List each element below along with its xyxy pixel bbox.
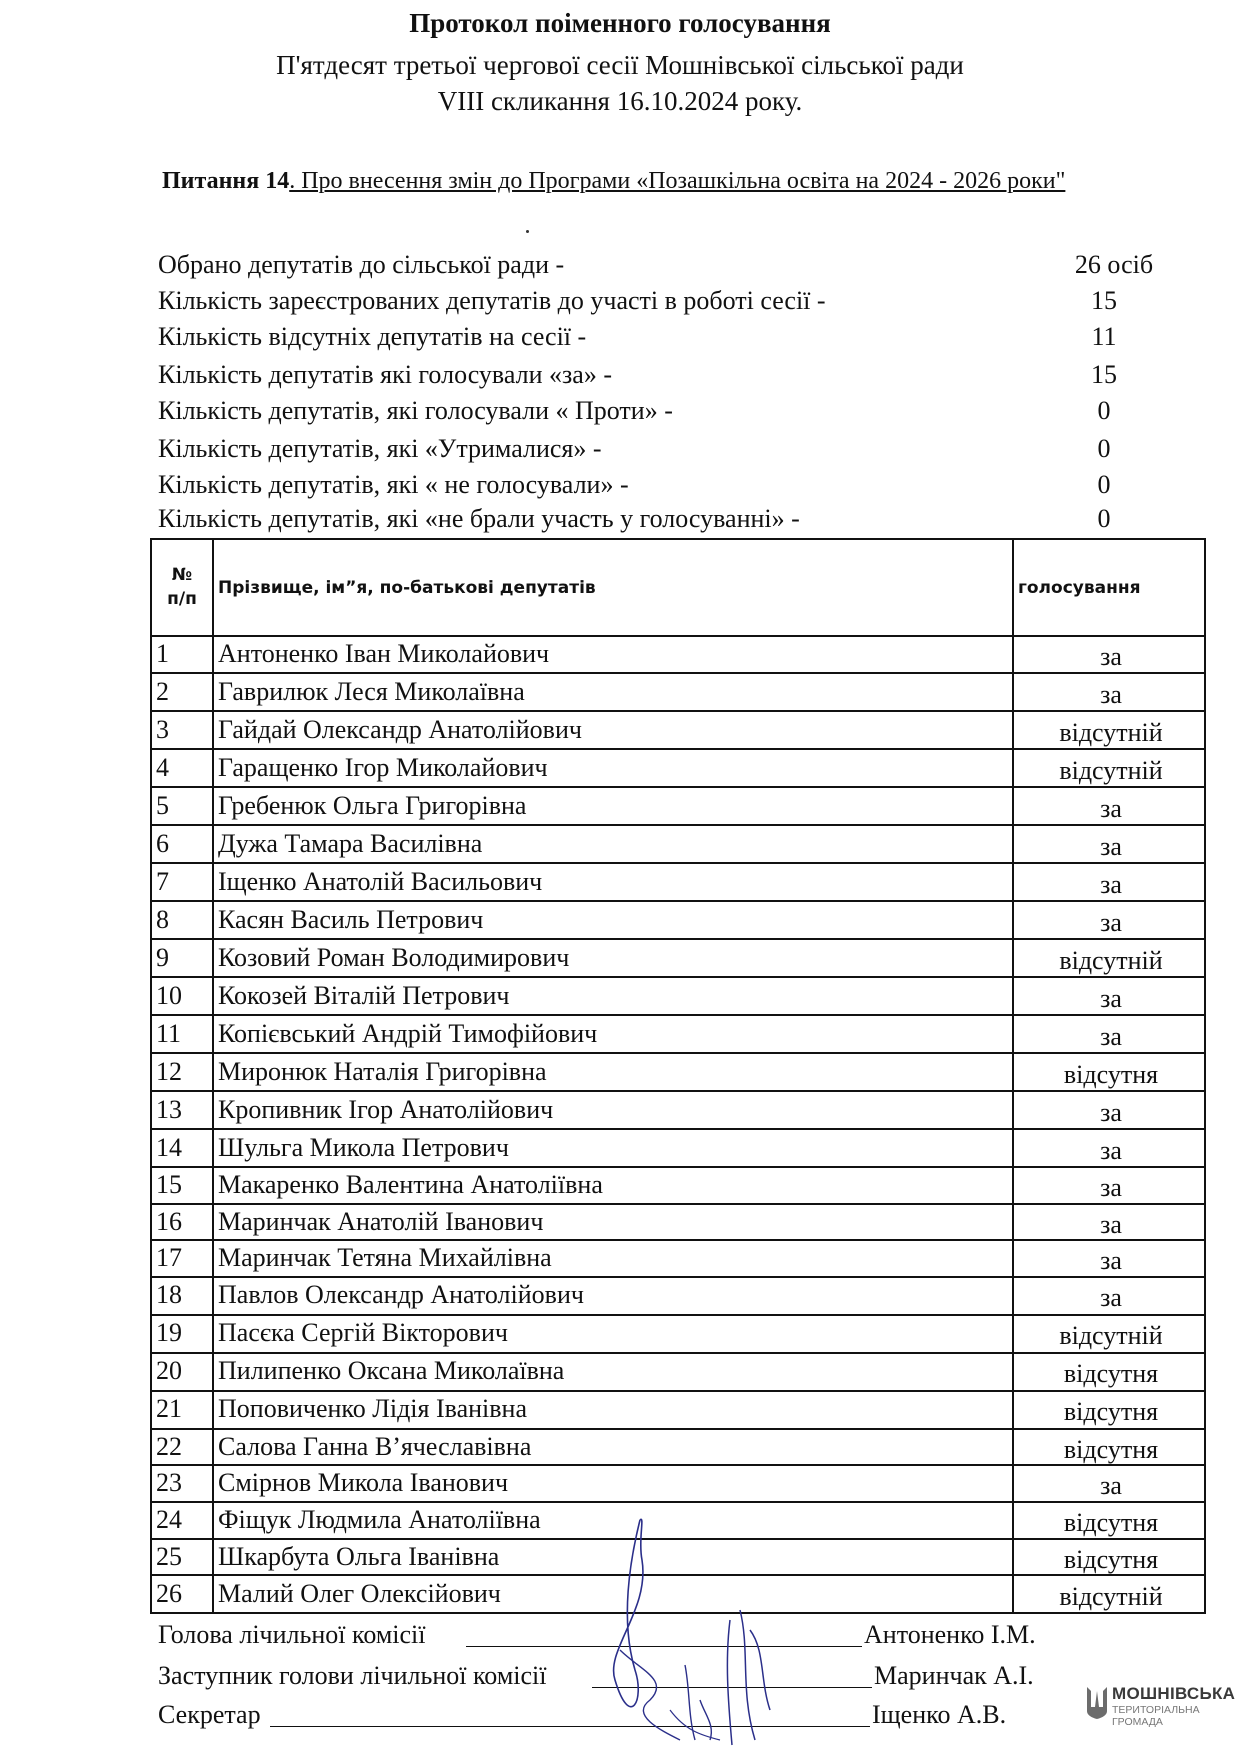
table-row: [151, 1391, 1205, 1429]
row-number: 1: [151, 636, 213, 673]
question-label: Питання 14: [162, 168, 290, 194]
deputy-name: Гаращенко Ігор Миколайович: [213, 749, 1013, 787]
row-number: 17: [151, 1240, 213, 1277]
deputy-name: Касян Василь Петрович: [213, 901, 1013, 939]
signature-name-head: Антоненко І.М.: [864, 1620, 1036, 1649]
deputy-name: Малий Олег Олексійович: [213, 1575, 1013, 1613]
signature-role-head: Голова лічильної комісії: [158, 1620, 426, 1649]
table-row: [151, 939, 1205, 977]
vote-result: за: [1013, 1129, 1205, 1167]
deputy-name: Пасєка Сергій Вікторович: [213, 1315, 1013, 1353]
vote-result: за: [1013, 1277, 1205, 1315]
deputy-name: Козовий Роман Володимирович: [213, 939, 1013, 977]
deputy-name: Іщенко Анатолій Васильович: [213, 863, 1013, 901]
table-row: [151, 711, 1205, 749]
row-number: 15: [151, 1167, 213, 1204]
stat-label-registered: Кількість зареєстрованих депутатів до участі в роботі сесії -: [158, 286, 826, 315]
vote-result: відсутній: [1013, 1315, 1205, 1353]
deputy-name: Миронюк Наталія Григорівна: [213, 1053, 1013, 1091]
vote-result: за: [1013, 863, 1205, 901]
deputy-name: Дужа Тамара Василівна: [213, 825, 1013, 863]
vote-result: за: [1013, 1204, 1205, 1241]
table-header-row: [151, 539, 1205, 636]
table-row: [151, 901, 1205, 939]
deputy-name: Антоненко Іван Миколайович: [213, 636, 1013, 673]
signature-name-secretary: Іщенко А.В.: [872, 1700, 1007, 1729]
table-row: [151, 1240, 1205, 1277]
vote-result: відсутня: [1013, 1539, 1205, 1576]
vote-result: за: [1013, 1167, 1205, 1204]
vote-result: за: [1013, 1015, 1205, 1053]
table-row: [151, 863, 1205, 901]
deputy-name: Павлов Олександр Анатолійович: [213, 1277, 1013, 1315]
header-name: Прізвище, ім”я, по-батькові депутатів: [213, 539, 1013, 636]
deputy-name: Кокозей Віталій Петрович: [213, 977, 1013, 1015]
vote-result: за: [1013, 901, 1205, 939]
vote-result: за: [1013, 636, 1205, 673]
vote-result: відсутня: [1013, 1502, 1205, 1539]
stat-label-against: Кількість депутатів, які голосували « Проти» -: [158, 396, 673, 425]
vote-result: відсутня: [1013, 1391, 1205, 1429]
vote-result: за: [1013, 1240, 1205, 1277]
stat-value-not-voted: 0: [1097, 470, 1111, 499]
deputy-name: Смірнов Микола Іванович: [213, 1465, 1013, 1502]
deputy-name: Маринчак Анатолій Іванович: [213, 1204, 1013, 1241]
row-number: 26: [151, 1575, 213, 1613]
document-title: Протокол поіменного голосування: [409, 8, 831, 38]
stat-label-for: Кількість депутатів які голосували «за» -: [158, 360, 612, 389]
table-row: [151, 636, 1205, 673]
stat-label-not-voted: Кількість депутатів, які « не голосували» -: [158, 470, 629, 499]
table-row: [151, 787, 1205, 825]
vote-result: відсутня: [1013, 1353, 1205, 1391]
vote-result: за: [1013, 787, 1205, 825]
deputy-name: Поповиченко Лідія Іванівна: [213, 1391, 1013, 1429]
handwritten-signature: [590, 1500, 790, 1750]
row-number: 18: [151, 1277, 213, 1315]
table-row: [151, 1129, 1205, 1167]
row-number: 13: [151, 1091, 213, 1129]
row-number: 25: [151, 1539, 213, 1576]
row-number: 10: [151, 977, 213, 1015]
stat-value-registered: 15: [1091, 286, 1117, 315]
session-title: П'ятдесят третьої чергової сесії Мошнівської сільської ради: [276, 50, 964, 80]
row-number: 6: [151, 825, 213, 863]
row-number: 12: [151, 1053, 213, 1091]
table-row: [151, 1167, 1205, 1204]
table-row: [151, 1091, 1205, 1129]
table-row: [151, 1465, 1205, 1502]
deputy-name: Гребенюк Ольга Григорівна: [213, 787, 1013, 825]
table-row: [151, 673, 1205, 711]
signature-role-deputy: Заступник голови лічильної комісії: [158, 1661, 547, 1690]
vote-rows: [151, 636, 1205, 1613]
stat-value-absent: 11: [1091, 322, 1117, 351]
deputy-name: Шкарбута Ольга Іванівна: [213, 1539, 1013, 1576]
row-number: 5: [151, 787, 213, 825]
table-row: [151, 1353, 1205, 1391]
vote-result: відсутній: [1013, 711, 1205, 749]
header-vote: голосування: [1013, 539, 1205, 636]
stray-dot: [526, 230, 529, 233]
deputy-name: Шульга Микола Петрович: [213, 1129, 1013, 1167]
session-date: VIII скликання 16.10.2024 року.: [437, 86, 803, 116]
table-row: [151, 1053, 1205, 1091]
table-row: [151, 1315, 1205, 1353]
row-number: 2: [151, 673, 213, 711]
trident-logo-icon: [1085, 1685, 1109, 1721]
row-number: 20: [151, 1353, 213, 1391]
logo-subtitle: ТЕРИТОРІАЛЬНА ГРОМАДА: [1112, 1704, 1200, 1729]
vote-result: відсутня: [1013, 1053, 1205, 1091]
row-number: 22: [151, 1429, 213, 1466]
agenda-question: [162, 168, 1065, 195]
stat-value-for: 15: [1091, 360, 1117, 389]
signature-role-secretary: Секретар: [158, 1700, 261, 1729]
stat-label-not-participated: Кількість депутатів, які «не брали участь у голосуванні» -: [158, 504, 800, 533]
row-number: 3: [151, 711, 213, 749]
table-row: [151, 749, 1205, 787]
stat-value-abstained: 0: [1097, 434, 1111, 463]
row-number: 23: [151, 1465, 213, 1502]
signature-name-deputy: Маринчак А.І.: [874, 1661, 1034, 1690]
row-number: 4: [151, 749, 213, 787]
table-row: [151, 1429, 1205, 1466]
logo-title: МОШНІВСЬКА: [1112, 1684, 1236, 1703]
row-number: 16: [151, 1204, 213, 1241]
row-number: 9: [151, 939, 213, 977]
vote-result: за: [1013, 673, 1205, 711]
vote-result: за: [1013, 825, 1205, 863]
table-row: [151, 977, 1205, 1015]
vote-result: за: [1013, 1465, 1205, 1502]
deputy-name: Гаврилюк Леся Миколаївна: [213, 673, 1013, 711]
row-number: 21: [151, 1391, 213, 1429]
deputy-name: Фіщук Людмила Анатоліївна: [213, 1502, 1013, 1539]
question-text: . Про внесення змін до Програми «Позашкільна освіта на 2024 - 2026 роки": [289, 168, 1066, 194]
vote-result: відсутній: [1013, 749, 1205, 787]
stat-value-not-participated: 0: [1097, 504, 1111, 533]
deputy-name: Копієвський Андрій Тимофійович: [213, 1015, 1013, 1053]
stat-label-absent: Кількість відсутніх депутатів на сесії -: [158, 322, 587, 351]
row-number: 7: [151, 863, 213, 901]
table-row: [151, 1277, 1205, 1315]
vote-result: за: [1013, 1091, 1205, 1129]
deputy-name: Кропивник Ігор Анатолійович: [213, 1091, 1013, 1129]
deputy-name: Макаренко Валентина Анатоліївна: [213, 1167, 1013, 1204]
row-number: 11: [151, 1015, 213, 1053]
row-number: 8: [151, 901, 213, 939]
stat-label-elected: Обрано депутатів до сільської ради -: [158, 250, 565, 279]
table-row: [151, 1015, 1205, 1053]
deputy-name: Маринчак Тетяна Михайлівна: [213, 1240, 1013, 1277]
vote-result: відсутній: [1013, 939, 1205, 977]
stat-value-elected: 26 осіб: [1074, 250, 1154, 279]
vote-result: відсутня: [1013, 1429, 1205, 1466]
vote-table: [150, 538, 1206, 1614]
table-row: [151, 1204, 1205, 1241]
header-number: № п/п: [151, 539, 213, 636]
stat-label-abstained: Кількість депутатів, які «Утрималися» -: [158, 434, 602, 463]
deputy-name: Пилипенко Оксана Миколаївна: [213, 1353, 1013, 1391]
table-row: [151, 825, 1205, 863]
row-number: 24: [151, 1502, 213, 1539]
stat-value-against: 0: [1097, 396, 1111, 425]
deputy-name: Салова Ганна В’ячеславівна: [213, 1429, 1013, 1466]
row-number: 19: [151, 1315, 213, 1353]
row-number: 14: [151, 1129, 213, 1167]
vote-result: відсутній: [1013, 1575, 1205, 1613]
deputy-name: Гайдай Олександр Анатолійович: [213, 711, 1013, 749]
vote-result: за: [1013, 977, 1205, 1015]
